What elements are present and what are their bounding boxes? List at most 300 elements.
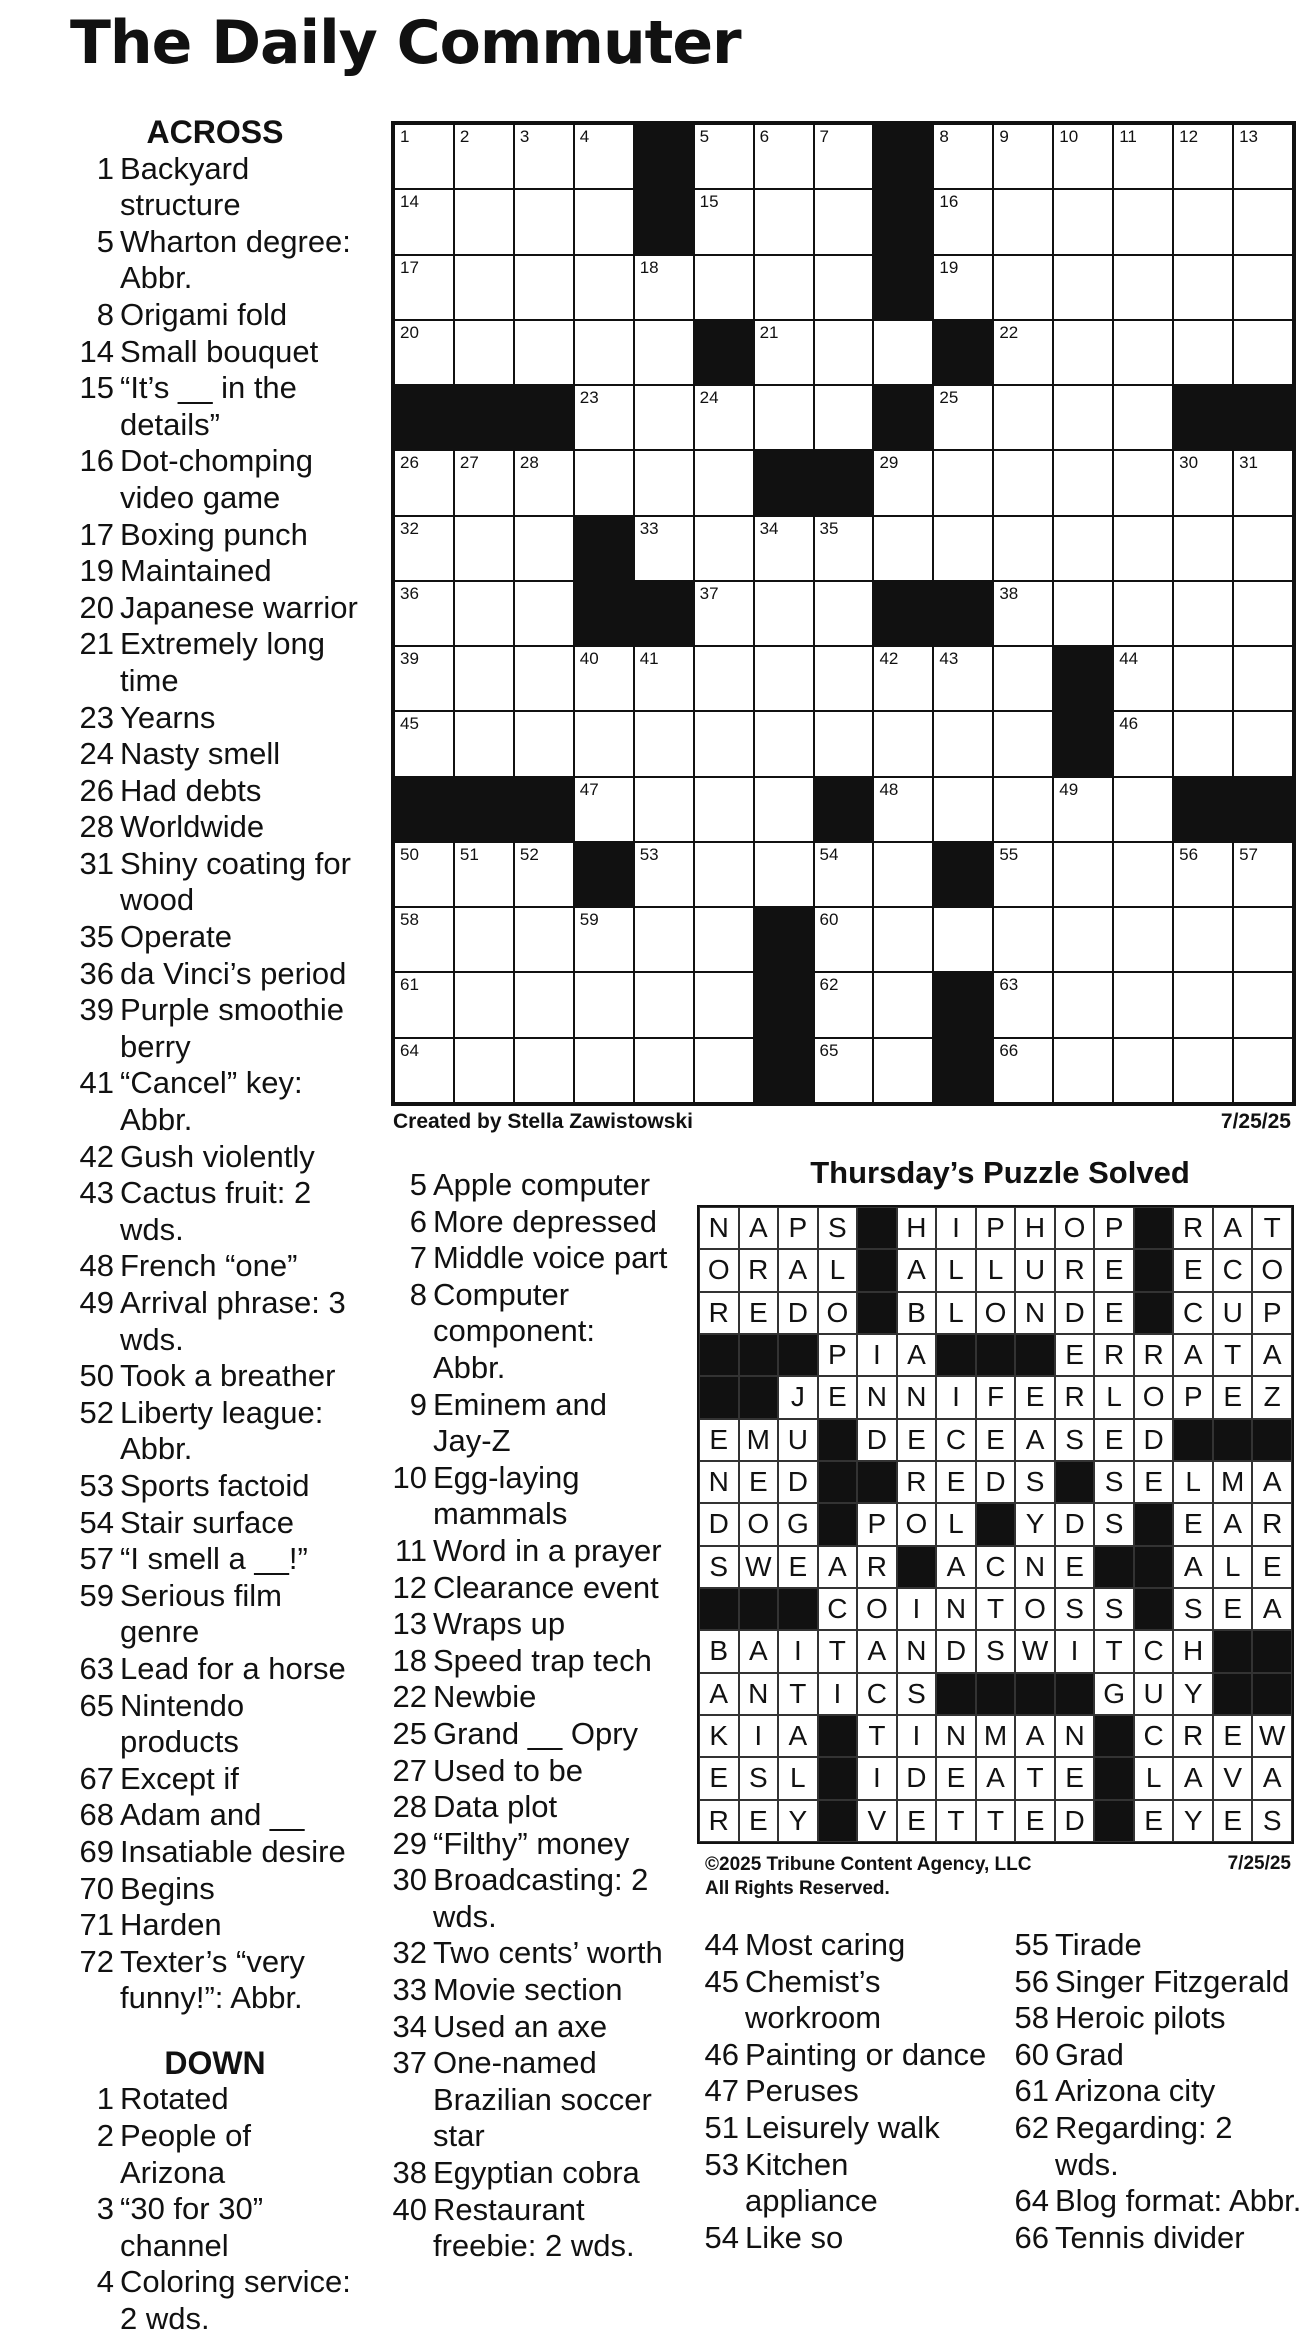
grid-cell — [993, 646, 1053, 711]
black-square — [873, 124, 933, 189]
solution-letter: C — [936, 1419, 976, 1461]
cell-number: 45 — [400, 714, 419, 734]
grid-cell — [1233, 907, 1293, 972]
black-square — [1173, 385, 1233, 450]
solution-letter: D — [1055, 1292, 1095, 1334]
black-square — [873, 189, 933, 254]
solution-letter: P — [778, 1207, 818, 1249]
clue-text — [433, 1606, 685, 1643]
clue-text — [433, 1716, 685, 1753]
black-square — [754, 450, 814, 515]
grid-cell — [1113, 516, 1173, 581]
solution-letter: M — [976, 1715, 1016, 1757]
clue-item — [385, 1862, 685, 1935]
clue-line: Coloring service: — [120, 2264, 351, 2300]
clue-item — [695, 1927, 995, 1964]
clue-line: star — [433, 2118, 485, 2154]
clue-text — [433, 1204, 685, 1241]
grid-cell — [394, 255, 454, 320]
grid-cell — [454, 450, 514, 515]
clue-item — [70, 297, 360, 334]
solution-letter: U — [1015, 1249, 1055, 1291]
cell-number: 14 — [400, 192, 419, 212]
cell-number: 49 — [1059, 779, 1079, 799]
grid-cell — [933, 124, 993, 189]
clue-number: 32 — [392, 1935, 427, 1971]
grid-cell — [1053, 450, 1113, 515]
solution-letter: A — [1213, 1207, 1253, 1249]
clue-item — [70, 1175, 360, 1248]
clue-number: 41 — [79, 1065, 114, 1101]
clue-line: Insatiable desire — [120, 1833, 346, 1869]
clue-line: “Filthy” money — [433, 1825, 630, 1861]
clue-number: 70 — [79, 1870, 114, 1906]
clue-number: 61 — [1014, 2073, 1049, 2109]
grid-cell — [574, 711, 634, 776]
grid-cell — [933, 711, 993, 776]
clue-line: Nintendo — [120, 1687, 245, 1723]
clue-item — [70, 1578, 360, 1651]
grid-cell — [454, 581, 514, 646]
clue-text — [120, 1688, 360, 1761]
clue-item — [70, 919, 360, 956]
grid-cell — [514, 711, 574, 776]
clue-text — [433, 2192, 685, 2265]
black-square — [514, 385, 574, 450]
solution-letter: O — [1055, 1207, 1095, 1249]
cell-number: 12 — [1179, 127, 1199, 146]
solution-black-square — [897, 1546, 937, 1588]
clue-text — [120, 1541, 360, 1578]
cell-number: 18 — [639, 257, 659, 277]
grid-cell — [634, 646, 694, 711]
solution-letter: S — [976, 1630, 1016, 1672]
clue-text — [1055, 2073, 1310, 2110]
solution-letter: S — [699, 1546, 739, 1588]
solution-letter: A — [897, 1249, 937, 1291]
clue-item — [70, 1907, 360, 1944]
clue-line: Computer — [433, 1276, 570, 1312]
grid-cell — [1053, 842, 1113, 907]
solution-letter: S — [1055, 1588, 1095, 1630]
down-heading: DOWN — [164, 2044, 266, 2081]
solution-letter: V — [1213, 1757, 1253, 1799]
solution-black-square — [976, 1673, 1016, 1715]
grid-cell — [574, 450, 634, 515]
clue-line: Blog format: Abbr. — [1055, 2183, 1302, 2219]
clue-number: 24 — [79, 736, 114, 772]
solution-letter: N — [699, 1207, 739, 1249]
clue-number: 10 — [392, 1459, 427, 1495]
clue-item — [385, 2045, 685, 2155]
grid-cell — [574, 1038, 634, 1103]
solution-letter: G — [778, 1503, 818, 1545]
clue-item — [385, 1167, 685, 1204]
clue-text — [120, 1468, 360, 1505]
solution-black-square — [739, 1376, 779, 1418]
solution-letter: H — [1173, 1630, 1213, 1672]
solution-black-square — [857, 1292, 897, 1334]
solution-letter: E — [1134, 1800, 1174, 1842]
clue-text — [433, 1643, 685, 1680]
grid-cell — [814, 711, 874, 776]
clue-number: 2 — [96, 2118, 114, 2154]
clue-text — [745, 2147, 995, 2220]
clue-number: 66 — [1014, 2219, 1049, 2255]
solution-black-square — [1213, 1630, 1253, 1672]
clue-line: wood — [120, 882, 195, 918]
clue-item — [70, 1065, 360, 1138]
puzzle-credit: Created by Stella Zawistowski — [393, 1110, 693, 1133]
clue-item — [70, 1871, 360, 1908]
clue-text — [120, 370, 360, 443]
grid-cell — [694, 1038, 754, 1103]
grid-cell — [1233, 842, 1293, 907]
grid-cell — [634, 320, 694, 385]
grid-cell — [1053, 907, 1113, 972]
clue-item — [70, 224, 360, 297]
solution-letter: U — [778, 1419, 818, 1461]
clue-number: 18 — [392, 1642, 427, 1678]
clue-item — [385, 1643, 685, 1680]
clue-text — [433, 1277, 685, 1387]
solution-letter: E — [1213, 1588, 1253, 1630]
cell-number: 16 — [939, 192, 959, 212]
grid-cell — [873, 516, 933, 581]
black-square — [394, 777, 454, 842]
clue-number: 3 — [96, 2191, 114, 2227]
clue-item — [70, 1834, 360, 1871]
clue-item — [385, 1972, 685, 2009]
cell-number: 66 — [999, 1040, 1019, 1060]
clue-text — [120, 2081, 360, 2118]
grid-cell — [694, 972, 754, 1037]
solution-letter: R — [699, 1292, 739, 1334]
clue-text — [120, 919, 360, 956]
solution-letter: J — [778, 1376, 818, 1418]
solution-black-square — [1094, 1757, 1134, 1799]
solution-letter: D — [778, 1292, 818, 1334]
grid-cell — [993, 516, 1053, 581]
grid-cell — [394, 972, 454, 1037]
clue-line: workroom — [745, 2000, 882, 2036]
grid-cell — [394, 646, 454, 711]
clue-item — [385, 1533, 685, 1570]
cell-number: 51 — [459, 844, 479, 864]
clue-text — [120, 1651, 360, 1688]
clue-number: 67 — [79, 1760, 114, 1796]
cell-number: 60 — [819, 910, 839, 930]
solution-letter: A — [1213, 1503, 1253, 1545]
solution-black-square — [857, 1461, 897, 1503]
clue-item — [1005, 2037, 1310, 2074]
solution-letter: A — [739, 1207, 779, 1249]
clue-line: Leisurely walk — [745, 2109, 940, 2145]
clue-line: Yearns — [120, 699, 216, 735]
clue-line: Extremely long — [120, 626, 326, 662]
grid-cell — [873, 450, 933, 515]
clue-number: 31 — [79, 845, 114, 881]
down-clues-col4 — [1005, 1927, 1310, 2256]
clue-number: 39 — [79, 992, 114, 1028]
grid-cell — [1053, 1038, 1113, 1103]
cell-number: 55 — [999, 844, 1019, 864]
grid-cell — [1113, 320, 1173, 385]
clue-line: Jay-Z — [433, 1423, 511, 1459]
clue-number: 44 — [704, 1927, 739, 1962]
page-title: The Daily Commuter — [70, 8, 741, 78]
clue-item — [385, 1679, 685, 1716]
clue-line: berry — [120, 1028, 191, 1064]
grid-cell — [454, 189, 514, 254]
clue-item — [1005, 2110, 1310, 2183]
solution-letter: C — [976, 1546, 1016, 1588]
solution-letter: R — [699, 1800, 739, 1842]
cell-number: 15 — [699, 192, 719, 212]
solution-letter: B — [699, 1630, 739, 1672]
solution-letter: A — [1015, 1419, 1055, 1461]
solution-letter: E — [1015, 1800, 1055, 1842]
grid-cell — [694, 646, 754, 711]
clue-line: Movie section — [433, 1972, 623, 2008]
clue-number: 7 — [409, 1240, 427, 1276]
grid-cell — [1173, 711, 1233, 776]
clue-text — [120, 773, 360, 810]
grid-cell — [454, 320, 514, 385]
grid-cell — [814, 1038, 874, 1103]
solution-letter: A — [1015, 1715, 1055, 1757]
solution-black-square — [1094, 1546, 1134, 1588]
clue-number: 42 — [79, 1138, 114, 1174]
grid-cell — [394, 124, 454, 189]
solution-letter: I — [897, 1588, 937, 1630]
clue-item — [70, 2264, 360, 2337]
clue-line: More depressed — [433, 1203, 658, 1239]
clue-line: French “one” — [120, 1248, 298, 1284]
clue-text — [433, 1862, 685, 1935]
cell-number: 63 — [999, 975, 1019, 995]
solution-black-square — [936, 1673, 976, 1715]
solution-letter: T — [976, 1800, 1016, 1842]
grid-cell — [814, 842, 874, 907]
solution-letter: N — [857, 1376, 897, 1418]
clue-line: Two cents’ worth — [433, 1935, 663, 1971]
clue-item — [70, 590, 360, 627]
clue-item — [70, 1761, 360, 1798]
clue-text — [433, 1679, 685, 1716]
clue-text — [120, 736, 360, 773]
grid-cell — [514, 255, 574, 320]
clue-line: details” — [120, 406, 220, 442]
cell-number: 34 — [759, 518, 779, 538]
cell-number: 39 — [400, 649, 419, 669]
grid-cell — [694, 189, 754, 254]
solution-black-square — [699, 1334, 739, 1376]
solution-letter: P — [976, 1207, 1016, 1249]
solution-black-square — [818, 1757, 858, 1799]
clue-item — [70, 2118, 360, 2191]
grid-cell — [1173, 189, 1233, 254]
solution-letter: L — [1173, 1461, 1213, 1503]
solution-black-square — [818, 1503, 858, 1545]
clue-text — [120, 553, 360, 590]
clue-number: 43 — [79, 1175, 114, 1211]
solution-letter: N — [936, 1588, 976, 1630]
clue-number: 68 — [79, 1797, 114, 1833]
cell-number: 21 — [759, 322, 779, 342]
clue-item — [385, 1204, 685, 1241]
clue-text — [120, 297, 360, 334]
clue-line: Tennis divider — [1055, 2219, 1245, 2255]
clue-text — [120, 1761, 360, 1798]
cell-number: 57 — [1239, 844, 1258, 864]
clue-line: “It’s __ in the — [120, 370, 297, 406]
solution-letter: E — [1015, 1376, 1055, 1418]
cell-number: 10 — [1059, 127, 1079, 146]
cell-number: 20 — [400, 322, 419, 342]
clue-number: 11 — [394, 1532, 427, 1568]
solution-letter: A — [897, 1334, 937, 1376]
black-square — [1173, 777, 1233, 842]
clue-line: component: — [433, 1313, 595, 1349]
clue-text — [1055, 1964, 1310, 2001]
clue-line: Speed trap tech — [433, 1642, 652, 1678]
clue-item — [70, 992, 360, 1065]
solution-black-square — [857, 1249, 897, 1291]
cell-number: 24 — [699, 388, 719, 408]
solution-letter: E — [739, 1292, 779, 1334]
cell-number: 1 — [400, 127, 410, 146]
clue-number: 57 — [79, 1541, 114, 1577]
solution-black-square — [818, 1461, 858, 1503]
solution-black-square — [818, 1800, 858, 1842]
grid-cell — [1113, 646, 1173, 711]
clue-text — [745, 2220, 995, 2257]
solution-letter: E — [1252, 1546, 1292, 1588]
grid-cell — [754, 255, 814, 320]
clue-item — [70, 1248, 360, 1285]
grid-cell — [993, 450, 1053, 515]
clue-number: 47 — [704, 2073, 739, 2109]
grid-cell — [1173, 1038, 1233, 1103]
clue-line: Japanese warrior — [120, 589, 358, 625]
clue-item — [1005, 2073, 1310, 2110]
solution-letter: W — [1252, 1715, 1292, 1757]
grid-cell — [634, 711, 694, 776]
solution-letter: N — [897, 1376, 937, 1418]
clue-item — [70, 1468, 360, 1505]
clue-number: 30 — [392, 1862, 427, 1898]
clue-text — [745, 2110, 995, 2147]
clue-line: mammals — [433, 1496, 568, 1532]
black-square — [574, 581, 634, 646]
grid-cell — [394, 581, 454, 646]
clue-text — [745, 1927, 995, 1964]
cell-number: 56 — [1179, 844, 1199, 864]
clue-line: Worldwide — [120, 809, 265, 845]
clue-item — [695, 2110, 995, 2147]
clue-line: Small bouquet — [120, 333, 319, 369]
cell-number: 17 — [400, 257, 419, 277]
cell-number: 31 — [1239, 453, 1258, 473]
grid-cell — [394, 189, 454, 254]
clue-item — [70, 1688, 360, 1761]
clue-text — [1055, 1927, 1310, 1964]
solution-letter: E — [1055, 1546, 1095, 1588]
clue-line: Regarding: 2 — [1055, 2109, 1233, 2145]
black-square — [873, 581, 933, 646]
grid-cell — [754, 646, 814, 711]
grid-cell — [514, 320, 574, 385]
cell-number: 52 — [519, 844, 539, 864]
grid-cell — [814, 907, 874, 972]
grid-cell — [754, 189, 814, 254]
solution-letter: E — [818, 1376, 858, 1418]
solution-black-square — [1252, 1673, 1292, 1715]
solution-letter: T — [1094, 1630, 1134, 1672]
clue-line: People of Arizona — [120, 2118, 251, 2190]
clue-number: 53 — [79, 1467, 114, 1503]
black-square — [873, 255, 933, 320]
clue-line: Abbr. — [120, 1102, 193, 1138]
clue-line: Chemist’s — [745, 1963, 881, 1999]
clue-item — [1005, 2220, 1310, 2257]
solution-black-square — [699, 1376, 739, 1418]
clue-line: Begins — [120, 1870, 215, 1906]
solution-letter: W — [1015, 1630, 1055, 1672]
grid-cell — [634, 842, 694, 907]
clue-number: 16 — [79, 443, 114, 479]
cell-number: 11 — [1119, 127, 1137, 146]
grid-cell — [873, 907, 933, 972]
solution-letter: S — [1173, 1588, 1213, 1630]
cell-number: 22 — [999, 322, 1019, 342]
grid-cell — [814, 972, 874, 1037]
clue-line: funny!”: Abbr. — [120, 1980, 303, 2016]
grid-cell — [814, 516, 874, 581]
clue-item — [385, 1277, 685, 1387]
clue-text — [120, 809, 360, 846]
clue-text — [120, 2264, 360, 2337]
cell-number: 6 — [759, 127, 770, 146]
solution-letter: S — [1094, 1503, 1134, 1545]
grid-cell — [993, 320, 1053, 385]
clue-text — [1055, 2220, 1310, 2257]
solution-letter: P — [1173, 1376, 1213, 1418]
grid-cell — [394, 516, 454, 581]
grid-cell — [1233, 124, 1293, 189]
solution-letter: R — [1134, 1334, 1174, 1376]
cell-number: 38 — [999, 583, 1019, 603]
clue-line: Grand __ Opry — [433, 1715, 639, 1751]
grid-cell — [1233, 320, 1293, 385]
grid-cell — [754, 320, 814, 385]
black-square — [694, 320, 754, 385]
grid-cell — [933, 516, 993, 581]
clue-text — [433, 1167, 685, 1204]
solution-letter: P — [857, 1503, 897, 1545]
clue-number: 46 — [704, 2036, 739, 2072]
clue-number: 26 — [79, 772, 114, 808]
grid-cell — [754, 516, 814, 581]
solution-black-square — [936, 1334, 976, 1376]
clue-text — [120, 1797, 360, 1834]
solution-black-square — [857, 1207, 897, 1249]
black-square — [933, 1038, 993, 1103]
clue-text — [433, 1789, 685, 1826]
clue-item — [385, 1753, 685, 1790]
clue-item — [385, 2155, 685, 2192]
